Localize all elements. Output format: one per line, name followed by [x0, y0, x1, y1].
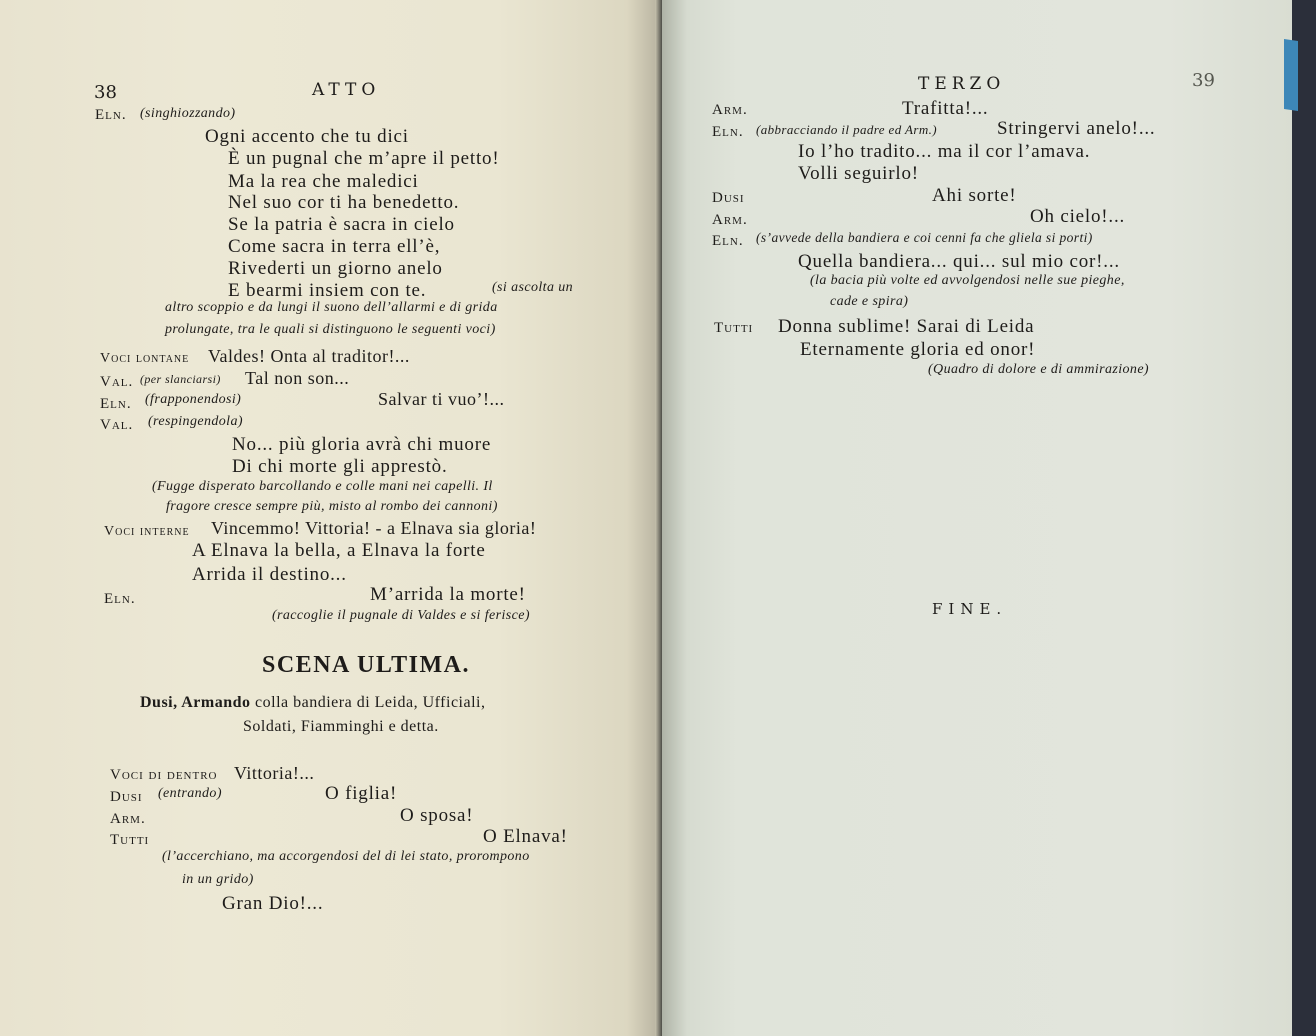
stage-direction: (raccoglie il pugnale di Valdes e si ferisce): [272, 608, 530, 623]
speaker-label: Voci lontane: [100, 351, 190, 366]
verse-line: M’arrida la morte!: [370, 584, 526, 605]
scene-title: SCENA ULTIMA.: [262, 652, 470, 678]
stage-direction: (abbracciando il padre ed Arm.): [756, 122, 938, 137]
stage-direction: (la bacia più volte ed avvolgendosi nelle sue pieghe,: [810, 273, 1125, 288]
verse-line: Ogni accento che tu dici: [205, 126, 409, 147]
cast-list-continued: Soldati, Fiamminghi e detta.: [243, 718, 439, 735]
speaker-label: Eln.: [712, 124, 744, 140]
speaker-label: Tutti: [714, 320, 754, 336]
verse-line: Io l’ho tradito... ma il cor l’amava.: [798, 141, 1091, 162]
verse-line: No... più gloria avrà chi muore: [232, 434, 492, 455]
verse-line: Arrida il destino...: [192, 564, 347, 585]
speaker-label: Dusi: [110, 789, 143, 805]
verse-line: Come sacra in terra ell’è,: [228, 236, 441, 257]
verse-line: Nel suo cor ti ha benedetto.: [228, 192, 460, 213]
page-number-left: 38: [94, 82, 117, 103]
verse-line: Rivederti un giorno anelo: [228, 258, 443, 279]
speaker-label: Tutti: [110, 832, 150, 848]
verse-line: Volli seguirlo!: [798, 163, 919, 184]
stage-direction: altro scoppio e da lungi il suono dell’allarmi e di grida: [165, 300, 498, 315]
verse-line: Tal non son...: [245, 368, 350, 388]
blue-cover-edge: [1284, 39, 1298, 111]
stage-direction: (l’accerchiano, ma accorgendosi del di lei stato, prorompono: [162, 849, 530, 864]
speaker-label: Dusi: [712, 190, 745, 206]
running-header-right: TERZO: [918, 74, 1006, 94]
stage-direction: (entrando): [158, 786, 222, 801]
verse-line: A Elnava la bella, a Elnava la forte: [192, 540, 486, 561]
verse-line: Se la patria è sacra in cielo: [228, 214, 455, 235]
speaker-label: Val.: [100, 374, 134, 390]
stage-direction: (singhiozzando): [140, 106, 236, 121]
stage-direction: (Quadro di dolore e di ammirazione): [928, 362, 1149, 377]
end-marker: FINE.: [932, 600, 1008, 618]
stage-direction: (s’avvede della bandiera e coi cenni fa che gliela si porti): [756, 230, 1093, 245]
verse-line: Gran Dio!...: [222, 893, 324, 914]
verse-line: Vincemmo! Vittoria! - a Elnava sia gloria!: [211, 518, 537, 538]
stage-direction: cade e spira): [830, 294, 909, 309]
stage-direction: (si ascolta un: [492, 280, 574, 295]
verse-line: Oh cielo!...: [1030, 206, 1126, 227]
verse-line: Ahi sorte!: [932, 185, 1017, 206]
speaker-label: Arm.: [110, 811, 146, 827]
verse-line: O figlia!: [325, 783, 398, 804]
verse-line: Vittoria!...: [234, 763, 315, 783]
verse-line: O sposa!: [400, 805, 474, 826]
stage-direction: (Fugge disperato barcollando e colle mani nei capelli. Il: [152, 479, 493, 494]
verse-line: Stringervi anelo!...: [997, 118, 1156, 139]
speaker-label: Eln.: [104, 591, 136, 607]
verse-line: Trafitta!...: [902, 98, 989, 119]
stage-direction: fragore cresce sempre più, misto al rombo dei cannoni): [166, 499, 498, 514]
verse-line: Eternamente gloria ed onor!: [800, 339, 1036, 360]
stage-direction: prolungate, tra le quali si distinguono le seguenti voci): [165, 322, 496, 337]
page-number-right: 39: [1192, 70, 1215, 91]
verse-line: Di chi morte gli apprestò.: [232, 456, 448, 477]
verse-line: Salvar ti vuo’!...: [378, 389, 505, 409]
speaker-label: Eln.: [712, 233, 744, 249]
stage-direction: (frapponendosi): [145, 392, 242, 407]
speaker-label: Val.: [100, 417, 134, 433]
stage-direction: (respingendola): [148, 414, 243, 429]
speaker-label: Voci interne: [104, 524, 190, 539]
verse-line: E bearmi insiem con te.: [228, 280, 427, 301]
speaker-label: Arm.: [712, 212, 748, 228]
verse-line: Valdes! Onta al traditor!...: [208, 346, 410, 366]
verse-line: È un pugnal che m’apre il petto!: [228, 148, 500, 169]
cast-detail: colla bandiera di Leida, Ufficiali,: [255, 694, 486, 711]
verse-line: Quella bandiera... qui... sul mio cor!...: [798, 251, 1120, 272]
speaker-label: Eln.: [100, 396, 132, 412]
speaker-label: Arm.: [712, 102, 748, 118]
cast-names: Dusi, Armando: [140, 694, 251, 711]
cast-list: [140, 694, 485, 712]
stage-direction: (per slanciarsi): [140, 372, 221, 386]
verse-line: O Elnava!: [483, 826, 568, 847]
stage-direction: in un grido): [182, 872, 254, 887]
speaker-label: Eln.: [95, 107, 127, 123]
verse-line: Ma la rea che maledici: [228, 171, 419, 192]
verse-line: Donna sublime! Sarai di Leida: [778, 316, 1035, 337]
speaker-label: Voci di dentro: [110, 767, 218, 783]
running-header-left: ATTO: [312, 80, 381, 100]
